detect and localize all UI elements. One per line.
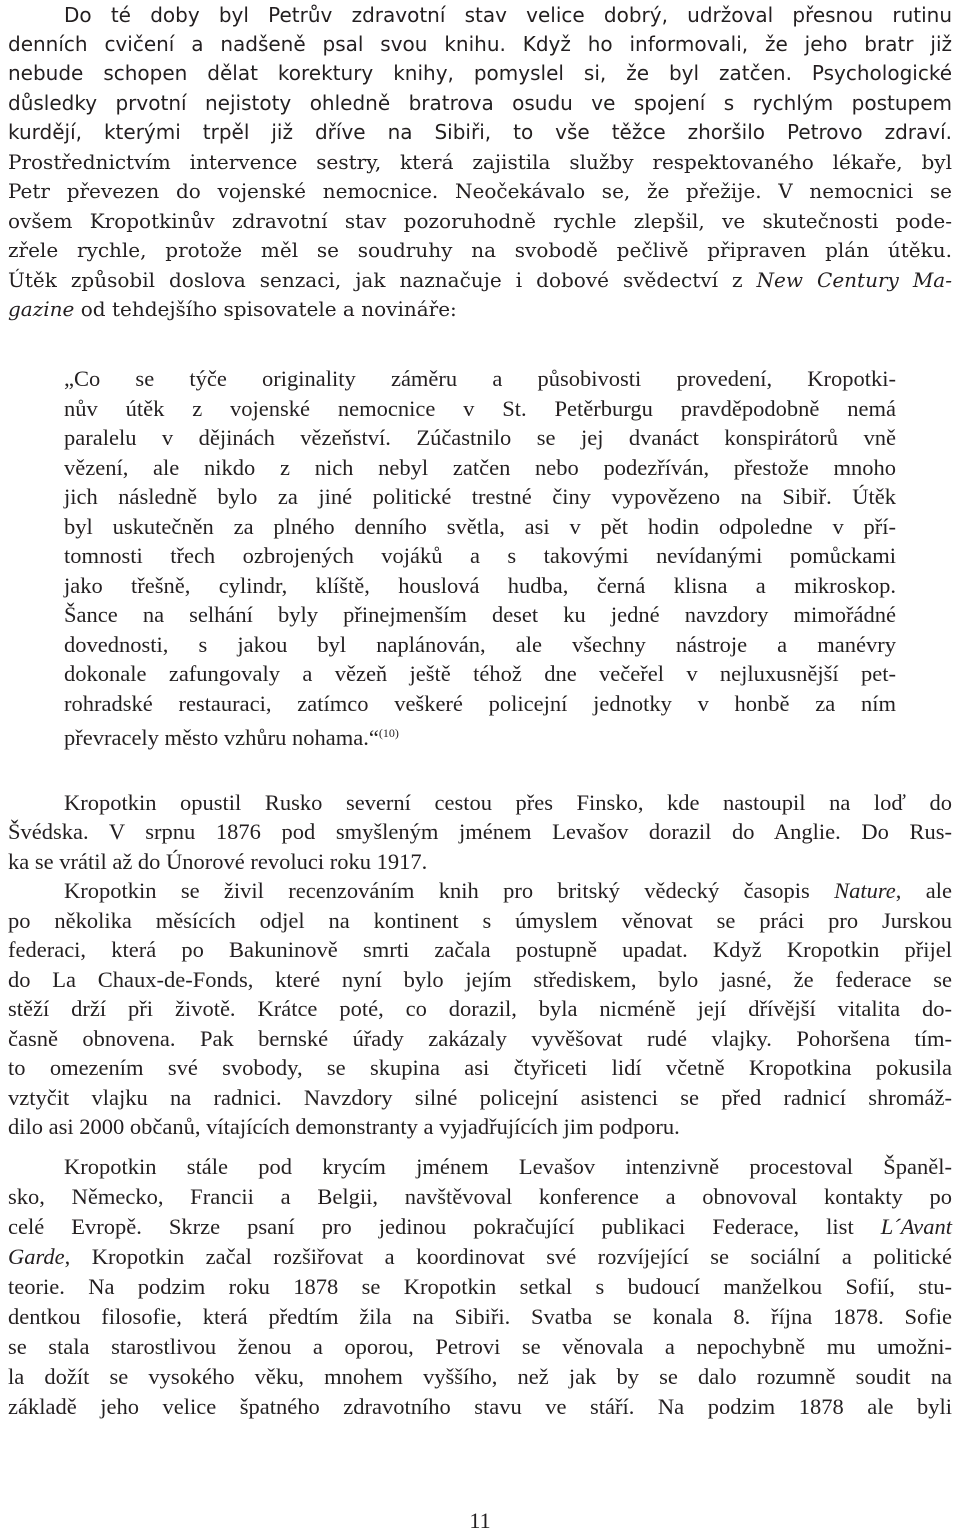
quote-line: dokonale zafungovaly a vězeň ještě téhož dne večeřel v nejluxusnější pet-: [64, 661, 896, 686]
text-line: stěží drží při životě. Krátce poté, co dorazil, byla nicméně její dřívější vitalita do-: [8, 996, 952, 1021]
text-line: Petr převezen do vojenské nemocnice. Neočekávalo se, že přežije. V nemocnici se: [8, 179, 952, 203]
text-line: Útěk způsobil doslova senzaci, jak naznačuje i dobové svědectví z New Century Ma-: [8, 268, 952, 292]
text-line: Švédska. V srpnu 1876 pod smyšleným jménem Levašov dorazil do Anglie. Do Rus-: [8, 819, 952, 844]
text-line: gazine od tehdejšího spisovatele a novináře:: [8, 297, 457, 321]
text-line: Kropotkin opustil Rusko severní cestou přes Finsko, kde nastoupil na loď do: [64, 790, 952, 815]
quote-line: tomnosti třech ozbrojených vojáků a s takovými nevídanými pomůckami: [64, 543, 896, 568]
quote-line: vězení, ale nikdo z nich nebyl zatčen nebo podezříván, přestože mnoho: [64, 455, 896, 480]
text-line: Garde, Kropotkin začal rozšiřovat a koordinovat své rozvíjející se sociální a politické: [8, 1244, 952, 1269]
quote-line: převracely město vzhůru nohama.“$^{(10)}$: [64, 725, 399, 750]
text-line: sko, Německo, Francii a Belgii, navštěvoval konference a obnovoval kontakty po: [8, 1184, 952, 1209]
text-line: základě jeho velice špatného zdravotního stavu ve stáří. Na podzim 1878 ale byli: [8, 1394, 952, 1419]
quote-line: jako třešně, cylindr, klíště, houslová hudba, černá klisna a mikroskop.: [64, 573, 896, 598]
text-line: Kropotkin se živil recenzováním knih pro britský vědecký časopis Nature, ale: [64, 878, 952, 903]
text-line: federaci, která po Bakuninově smrti začala postupně upadat. Když Kropotkin přijel: [8, 937, 952, 962]
text-line: Kropotkin stále pod krycím jménem Levašov intenzivně procestoval Španěl-: [64, 1154, 952, 1179]
quote-line: jich následně bylo za jiné politické trestné činy vypovězeno na Sibiř. Útěk: [64, 484, 896, 509]
text-line: kurdějí, kterými trpěl již dříve na Sibiři, to vše těžce zhoršilo Petrovo zdraví.: [8, 120, 952, 144]
text-line: časně obnovena. Pak bernské úřady zakázaly vyvěšovat rudé vlajky. Pohoršena tím-: [8, 1026, 952, 1051]
text-line: la dožít se vysokého věku, mnohem vyššího, než jak by se dalo rozumně soudit na: [8, 1364, 952, 1389]
quote-line: nův útěk z vojenské nemocnice v St. Petěrburgu pravděpodobně nemá: [64, 396, 896, 421]
magazine-title: New Century Ma-: [756, 268, 952, 292]
text-line: po několika měsících odjel na kontinent s úmyslem věnovat se práci pro Jurskou: [8, 908, 952, 933]
text-line: ovšem Kropotkinův zdravotní stav pozoruhodně rychle zlepšil, ve skutečnosti pode-: [8, 209, 952, 233]
text-line: nebude schopen dělat korektury knihy, pomyslel si, že byl zatčen. Psychologické: [8, 61, 952, 85]
quote-line: paralelu v dějinách vězeňství. Zúčastnilo se jej dvanáct konspirátorů vně: [64, 425, 896, 450]
text-line: dentkou filosofie, která předtím žila na Sibiři. Svatba se konala 8. října 1878. Sofie: [8, 1304, 952, 1329]
quote-line: Šance na selhání byly přinejmenším deset ku jedné navzdory mimořádné: [64, 602, 896, 627]
text-line: to omezením své svobody, se skupina asi čtyřiceti lidí včetně Kropotkina pokusila: [8, 1055, 952, 1080]
quote-line: byl uskutečněn za plného denního světla, asi v pět hodin odpoledne v pří-: [64, 514, 896, 539]
text-line: důsledky prvotní nejistoty ohledně bratrova osudu ve spojení s rychlým postupem: [8, 91, 952, 115]
quote-line: rohradské restauraci, zatímco veškeré policejní jednotky v honbě za ním: [64, 691, 896, 716]
text-line: ka se vrátil až do Únorové revoluci roku 1917.: [8, 849, 428, 874]
text-line: denních cvičení a nadšeně psal svou knihu. Když ho informovali, že jeho bratr již: [8, 32, 952, 56]
text-line: zřele rychle, protože měl se soudruhy na svobodě pečlivě připraven plán útěku.: [8, 238, 952, 262]
text-line: teorie. Na podzim roku 1878 se Kropotkin setkal s budoucí manželkou Sofií, stu-: [8, 1274, 952, 1299]
text-line: se stala starostlivou ženou a oporou, Petrovi se věnovala a nepochybně mu umožni-: [8, 1334, 952, 1359]
text-line: Prostřednictvím intervence sestry, která zajistila služby respektovaného lékaře, byl: [8, 150, 952, 174]
text-line: celé Evropě. Skrze psaní pro jedinou pokračující publikaci Federace, list L´Avant: [8, 1214, 952, 1239]
magazine-title: gazine: [8, 297, 75, 321]
text-line: vztyčit vlajku na radnici. Navzdory silné policejní asistenci se před radnicí shromáž-: [8, 1085, 952, 1110]
text-line: dilo asi 2000 občanů, vítajících demonstranty a vyjadřujících jim podporu.: [8, 1114, 680, 1139]
text-line: do La Chaux-de-Fonds, které nyní bylo jejím střediskem, bylo jasné, že federace se: [8, 967, 952, 992]
page-number: 11: [469, 1508, 491, 1533]
footnote-reference: (10): [378, 726, 399, 740]
journal-title: Nature: [834, 878, 896, 903]
quote-line: „Co se týče originality záměru a působivosti provedení, Kropotki-: [64, 366, 896, 391]
text-line: Do té doby byl Petrův zdravotní stav velice dobrý, udržoval přesnou rutinu: [64, 3, 952, 27]
quote-line: dovednosti, s jakou byl naplánován, ale všechny nástroje a manévry: [64, 632, 896, 657]
periodical-title: Garde: [8, 1244, 65, 1269]
periodical-title: L´Avant: [880, 1214, 952, 1239]
